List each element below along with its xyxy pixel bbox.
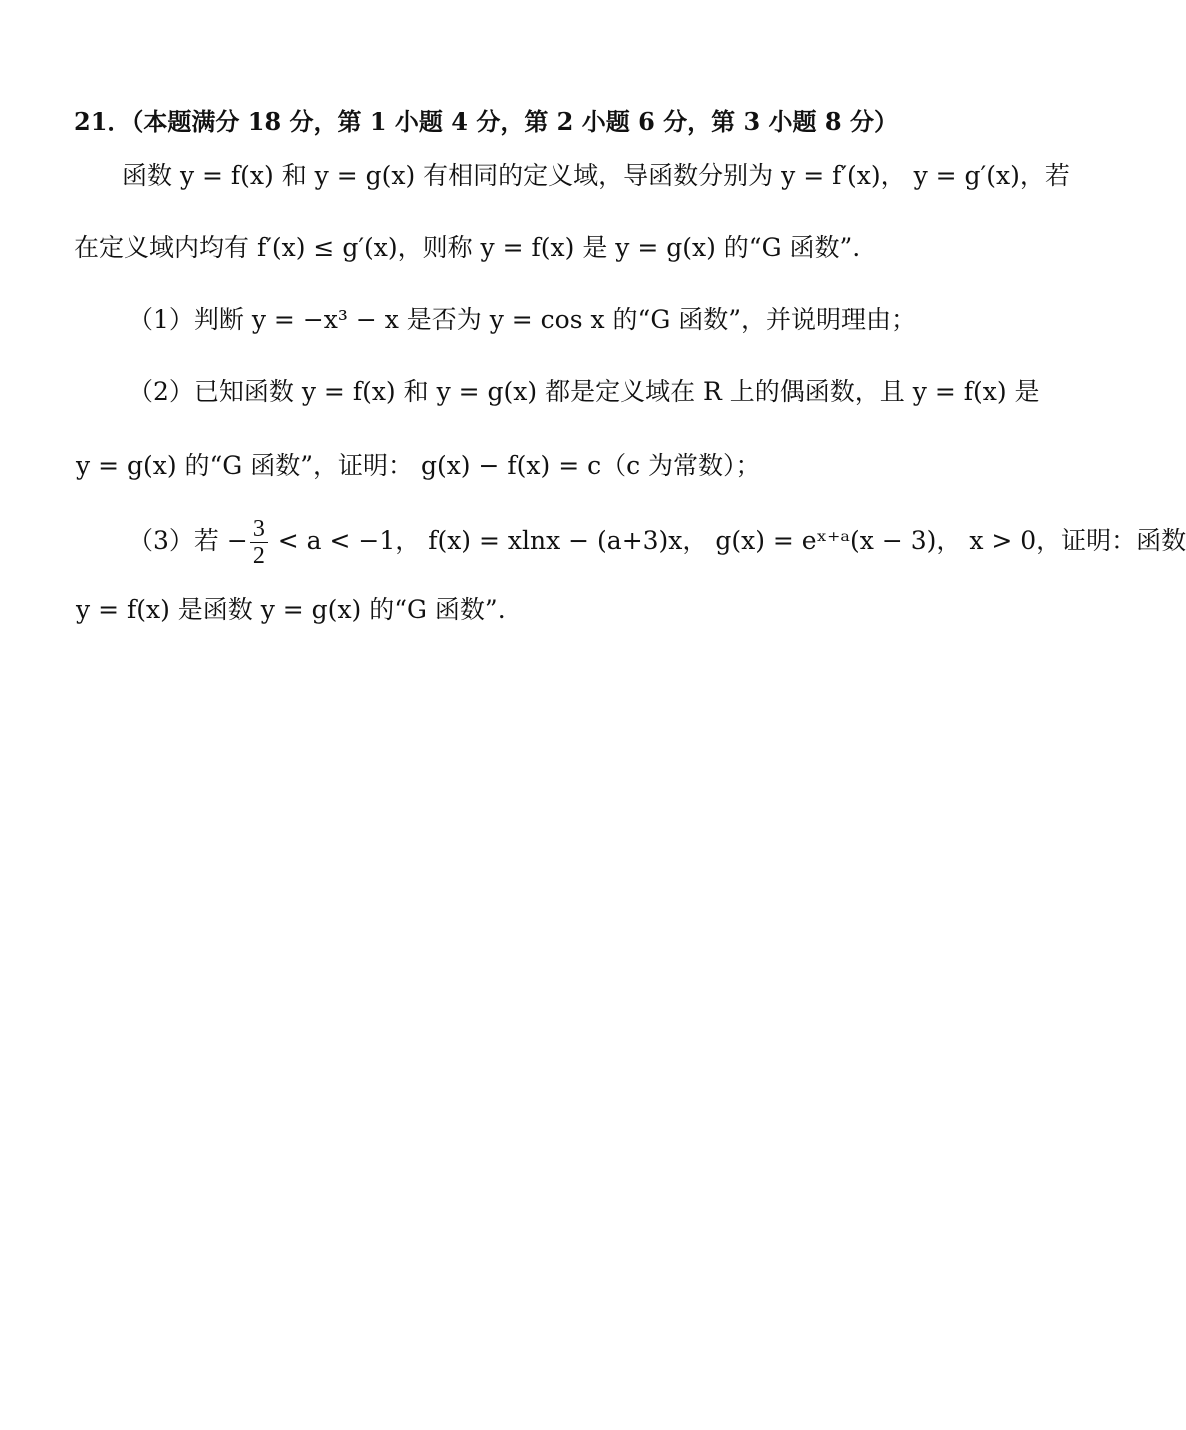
fraction bbox=[250, 516, 268, 569]
part-3-rest: < a < −1， f(x) = xlnx − (a+3)x， g(x) = eˣ⁺ᵃ(x − 3)， x > 0，证明：函数 bbox=[269, 526, 1186, 555]
part-3-line-2: y = f(x) 是函数 y = g(x) 的“G 函数”. bbox=[76, 595, 506, 624]
question-header: 21．（本题满分 18 分，第 1 小题 4 分，第 2 小题 6 分，第 3 小题 8 分） bbox=[74, 107, 898, 136]
part-2-line-1: （2）已知函数 y = f(x) 和 y = g(x) 都是定义域在 R 上的偶函数，且 y = f(x) 是 bbox=[128, 377, 1040, 406]
part-3-prefix: （3）若 − bbox=[128, 526, 248, 555]
part-3-line-1 bbox=[128, 516, 1186, 569]
part-1-text: （1）判断 y = −x³ − x 是否为 y = cos x 的“G 函数”，并说明理由； bbox=[128, 305, 917, 334]
intro-line-1: 函数 y = f(x) 和 y = g(x) 有相同的定义域，导函数分别为 y = f′(x)， y = g′(x)，若 bbox=[122, 161, 1070, 190]
fraction-denominator: 2 bbox=[252, 543, 265, 569]
fraction-numerator: 3 bbox=[250, 516, 268, 543]
part-2-line-2: y = g(x) 的“G 函数”，证明： g(x) − f(x) = c（c 为常数）； bbox=[76, 451, 761, 480]
intro-line-2: 在定义域内均有 f′(x) ≤ g′(x)，则称 y = f(x) 是 y = g(x) 的“G 函数”. bbox=[74, 233, 861, 262]
